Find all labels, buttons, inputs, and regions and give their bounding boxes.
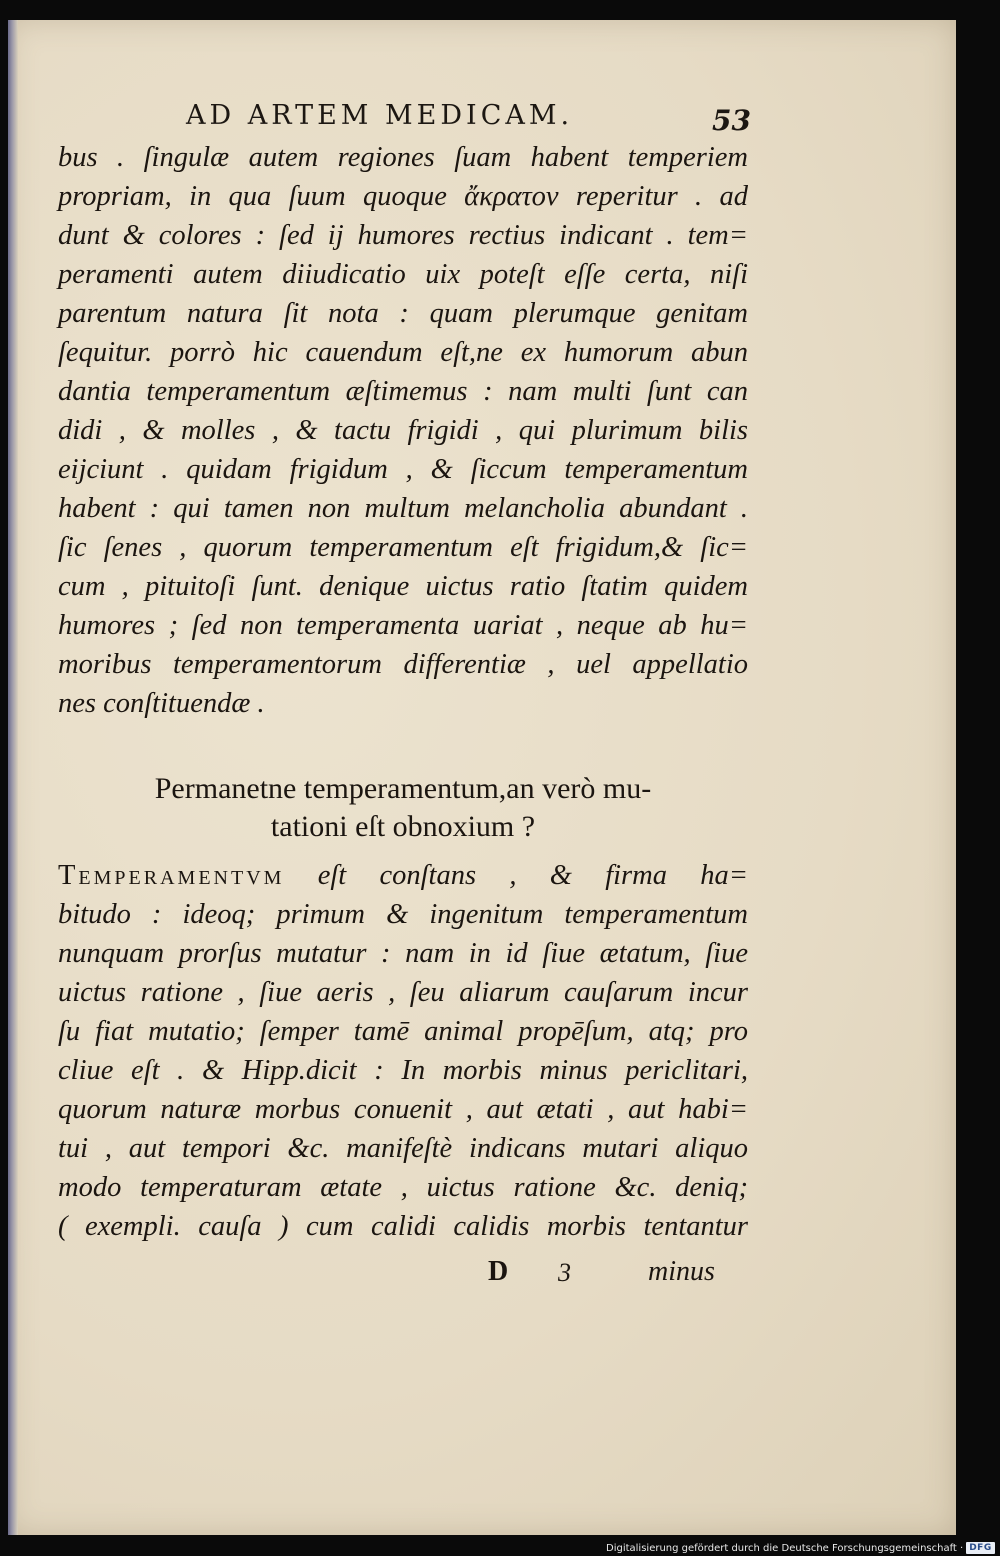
signature-number: 3	[558, 1258, 571, 1287]
text-line: moribus temperamentorum differentiæ , uel appellatio	[58, 649, 748, 680]
text-line: cliue eſt . & Hipp.dicit : In morbis minus periclitari,	[58, 1055, 748, 1086]
dfg-logo-icon: DFG	[966, 1542, 995, 1554]
signature-mark: D	[488, 1256, 509, 1287]
heading-line: tationi eſt obnoxium ?	[270, 810, 536, 843]
text-line: bitudo : ideoq; primum & ingenitum temperamentum	[58, 899, 748, 930]
text-line: bus . ſingulæ autem regiones ſuam habent temperiem	[58, 142, 748, 173]
text-line: ſequitur. porrò hic cauendum eſt,ne ex humorum abun	[58, 337, 748, 368]
text-line: uictus ratione , ſiue aeris , ſeu aliarum cauſarum incur	[58, 977, 748, 1008]
text-line: parentum natura ſit nota : quam plerumque genitam	[58, 298, 748, 329]
text-line: dunt & colores : ſed ij humores rectius indicant . tem=	[58, 220, 748, 251]
text-line: eijciunt . quidam frigidum , & ſiccum temperamentum	[58, 454, 748, 485]
first-line-rest: eſt conſtans , & firma ha=	[317, 860, 748, 891]
section-heading	[58, 770, 748, 846]
text-line: tui , aut tempori &c. manifeſtè indicans mutari aliquo	[58, 1133, 748, 1164]
text-line: dantia temperamentum æſtimemus : nam multi ſunt can	[58, 376, 748, 407]
text-line: cum , pituitoſi ſunt. denique uictus ratio ſtatim quidem	[58, 571, 748, 602]
heading-line: Permanetne temperamentum,an verò mu-	[154, 772, 652, 805]
text-line: didi , & molles , & tactu frigidi , qui plurimum bilis	[58, 415, 748, 446]
text-line: humores ; ſed non temperamenta uariat , neque ab hu=	[58, 610, 748, 641]
credit-text: Digitalisierung gefördert durch die Deutsche Forschungsgemeinschaft ·	[606, 1542, 964, 1554]
body-text-block-1	[58, 138, 748, 723]
text-line: ſu fiat mutatio; ſemper tamē animal propēſum, atq; pro	[58, 1016, 748, 1047]
catchword: minus	[648, 1256, 715, 1287]
text-line: nunquam prorſus mutatur : nam in id ſiue ætatum, ſiue	[58, 938, 748, 969]
text-line: ſic ſenes , quorum temperamentum eſt frigidum,& ſic=	[58, 532, 748, 563]
page-number: 53	[712, 104, 751, 137]
text-line: peramenti autem diiudicatio uix poteſt eſſe certa, niſi	[58, 259, 748, 290]
running-head: AD ARTEM MEDICAM.	[186, 100, 574, 131]
text-line: ( exempli. cauſa ) cum calidi calidis morbis tentantur	[58, 1211, 748, 1242]
text-line: nes conſtituendæ .	[58, 688, 265, 719]
text-line: quorum naturæ morbus conuenit , aut ætati , aut habi=	[58, 1094, 748, 1125]
text-line: modo temperaturam ætate , uictus ratione &c. deniq;	[58, 1172, 748, 1203]
text-line-first	[58, 856, 748, 895]
initial-word: Temperamentvm	[58, 860, 285, 891]
body-text-block-2	[58, 856, 748, 1246]
text-line: propriam, in qua ſuum quoque ἄκρατον reperitur . ad	[58, 181, 748, 212]
digitization-credit	[606, 1540, 995, 1556]
page-edge	[8, 20, 18, 1535]
text-line: habent : qui tamen non multum melancholia abundant .	[58, 493, 748, 524]
